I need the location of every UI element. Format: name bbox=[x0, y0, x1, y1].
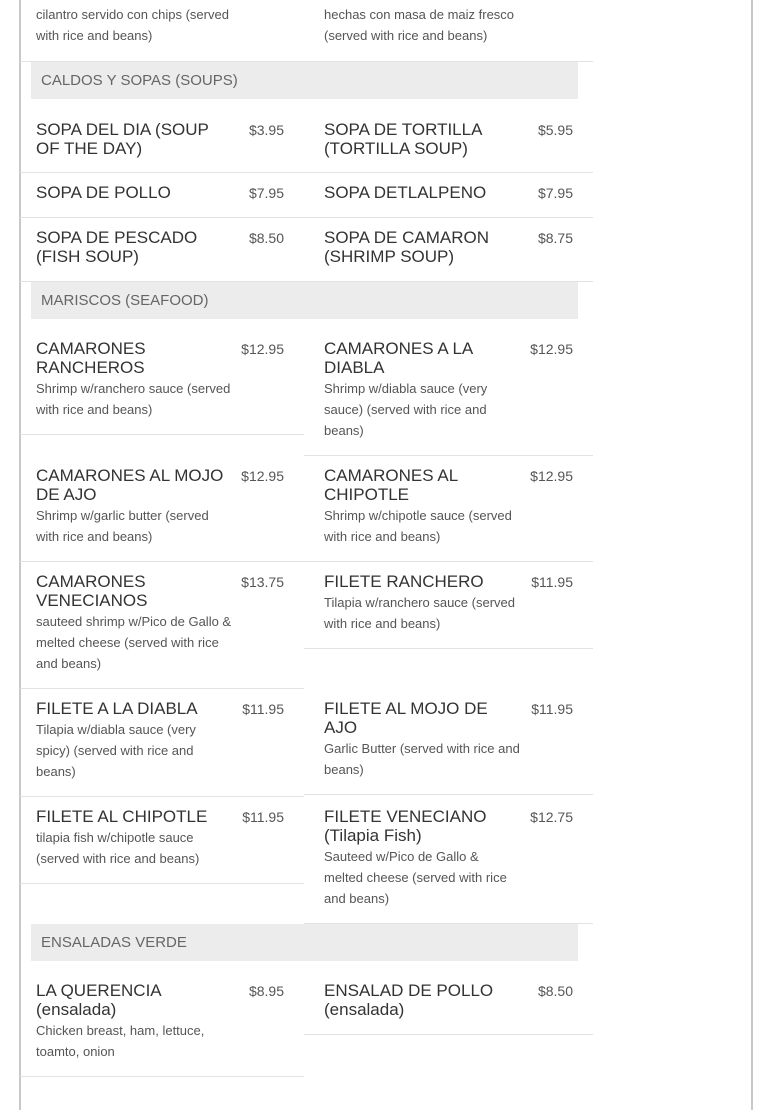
item-price: $8.50 bbox=[537, 983, 573, 999]
menu-item bbox=[20, 977, 304, 1077]
item-name: FILETE AL MOJO DE AJO bbox=[324, 699, 488, 737]
menu-item bbox=[304, 218, 593, 282]
item-description: Tilapia w/ranchero sauce (served with rice and beans) bbox=[324, 595, 515, 631]
item-name: FILETE VENECIANO (Tilapia Fish) bbox=[324, 807, 487, 845]
item-price: $11.95 bbox=[531, 701, 573, 717]
menu-item bbox=[20, 218, 304, 282]
item-price: $12.95 bbox=[530, 341, 573, 357]
item-name: CAMARONES A LA DIABLA bbox=[324, 339, 473, 377]
section-header-seafood: MARISCOS (SEAFOOD) bbox=[31, 282, 578, 319]
item-price: $11.95 bbox=[242, 701, 284, 717]
item-description: Shrimp w/chipotle sauce (served with rice and beans) bbox=[324, 508, 512, 544]
menu-item bbox=[304, 173, 593, 218]
item-name: FILETE AL CHIPOTLE bbox=[36, 807, 208, 826]
item-price: $12.75 bbox=[530, 809, 573, 825]
item-description: Sauteed w/Pico de Gallo & melted cheese (served with rice and beans) bbox=[324, 849, 507, 906]
menu-item bbox=[304, 462, 593, 562]
item-description: Tilapia w/diabla sauce (very spicy) (served with rice and beans) bbox=[36, 722, 196, 779]
menu-item bbox=[20, 695, 304, 797]
item-description: Shrimp w/garlic butter (served with rice and beans) bbox=[36, 508, 209, 544]
item-price: $11.95 bbox=[242, 809, 284, 825]
item-price: $12.95 bbox=[241, 341, 284, 357]
item-description: sauteed shrimp w/Pico de Gallo & melted cheese (served with rice and beans) bbox=[36, 614, 232, 671]
item-description: cilantro servido con chips (served with rice and beans) bbox=[36, 7, 229, 43]
item-name: CAMARONES RANCHEROS bbox=[36, 339, 146, 377]
menu-item bbox=[304, 116, 593, 173]
menu-item bbox=[20, 803, 304, 884]
item-name: LA QUERENCIA (ensalada) bbox=[36, 981, 161, 1019]
item-name: SOPA DE CAMARON (SHRIMP SOUP) bbox=[324, 228, 489, 266]
menu-item bbox=[20, 116, 304, 173]
item-price: $12.95 bbox=[530, 468, 573, 484]
menu-item-top-right bbox=[304, 0, 593, 62]
item-description: tilapia fish w/chipotle sauce (served with rice and beans) bbox=[36, 830, 200, 866]
item-name: SOPA DE TORTILLA (TORTILLA SOUP) bbox=[324, 120, 482, 158]
item-price: $13.75 bbox=[241, 574, 284, 590]
menu-item bbox=[20, 462, 304, 562]
item-name: FILETE A LA DIABLA bbox=[36, 699, 198, 718]
menu-item bbox=[304, 568, 593, 649]
item-price: $12.95 bbox=[241, 468, 284, 484]
item-name: SOPA DE POLLO bbox=[36, 183, 171, 202]
item-description: Chicken breast, ham, lettuce, toamto, onion bbox=[36, 1023, 205, 1059]
item-description: Shrimp w/diabla sauce (very sauce) (served with rice and beans) bbox=[324, 381, 488, 438]
item-name: ENSALAD DE POLLO (ensalada) bbox=[324, 981, 494, 1019]
item-price: $11.95 bbox=[531, 574, 573, 590]
item-name: SOPA DEL DIA (SOUP OF THE DAY) bbox=[36, 120, 209, 158]
menu-item bbox=[304, 803, 593, 924]
menu-item bbox=[20, 568, 304, 689]
menu-item bbox=[304, 977, 593, 1035]
item-name: CAMARONES AL CHIPOTLE bbox=[324, 466, 458, 504]
item-price: $8.75 bbox=[537, 230, 573, 246]
item-price: $7.95 bbox=[248, 185, 284, 201]
menu-item bbox=[20, 335, 304, 435]
menu-item-top-left bbox=[20, 0, 304, 62]
item-description: hechas con masa de maiz fresco (served with rice and beans) bbox=[324, 7, 515, 43]
item-description: Garlic Butter (served with rice and beans) bbox=[324, 741, 520, 777]
item-name: SOPA DETLALPENO bbox=[324, 183, 487, 202]
item-name: SOPA DE PESCADO (FISH SOUP) bbox=[36, 228, 198, 266]
item-name: CAMARONES VENECIANOS bbox=[36, 572, 148, 610]
item-price: $7.95 bbox=[537, 185, 573, 201]
menu-item bbox=[304, 335, 593, 456]
menu-item bbox=[304, 695, 593, 795]
item-name: FILETE RANCHERO bbox=[324, 572, 484, 591]
menu-item bbox=[20, 173, 304, 218]
section-header-soups: CALDOS Y SOPAS (SOUPS) bbox=[31, 62, 578, 99]
section-header-salads: ENSALADAS VERDE bbox=[31, 924, 578, 961]
item-price: $8.95 bbox=[248, 983, 284, 999]
item-description: Shrimp w/ranchero sauce (served with rice and beans) bbox=[36, 381, 231, 417]
item-price: $3.95 bbox=[248, 122, 284, 138]
item-price: $8.50 bbox=[248, 230, 284, 246]
item-name: CAMARONES AL MOJO DE AJO bbox=[36, 466, 224, 504]
item-price: $5.95 bbox=[537, 122, 573, 138]
